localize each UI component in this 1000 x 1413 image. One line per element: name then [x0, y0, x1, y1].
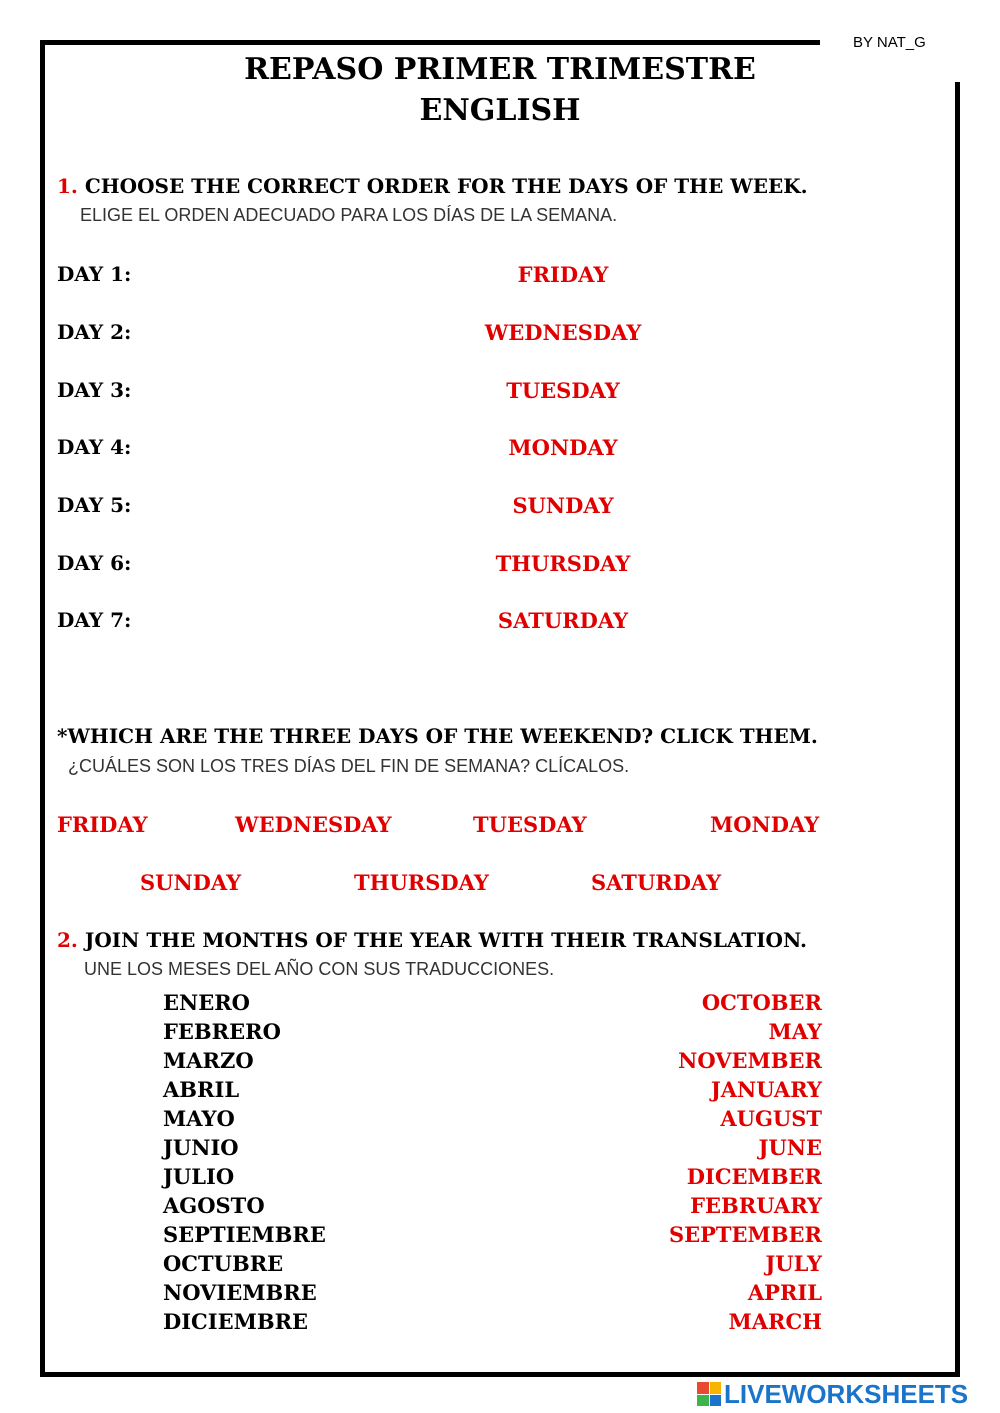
day-answer-slot[interactable]: THURSDAY	[495, 551, 631, 576]
english-month[interactable]: APRIL	[747, 1280, 822, 1305]
weekend-option-thursday[interactable]: THURSDAY	[354, 870, 489, 895]
day-answer-slot[interactable]: TUESDAY	[506, 378, 620, 403]
spanish-month[interactable]: DICIEMBRE	[163, 1309, 309, 1334]
frame-left-line	[40, 40, 45, 1377]
spanish-month[interactable]: ABRIL	[163, 1077, 240, 1102]
logo-square	[697, 1395, 709, 1407]
spanish-month[interactable]: AGOSTO	[163, 1193, 265, 1218]
english-month[interactable]: MARCH	[728, 1309, 822, 1334]
english-month[interactable]: NOVEMBER	[678, 1048, 822, 1073]
section1-heading	[57, 174, 808, 198]
section2-heading	[57, 928, 807, 952]
section1-subheading: ELIGE EL ORDEN ADECUADO PARA LOS DÍAS DE LA SEMANA.	[80, 205, 618, 225]
english-month[interactable]: JUNE	[758, 1135, 822, 1160]
spanish-month[interactable]: JUNIO	[163, 1135, 239, 1160]
section1-number: 1.	[57, 174, 78, 198]
weekend-option-sunday[interactable]: SUNDAY	[140, 870, 242, 895]
english-month[interactable]: AUGUST	[720, 1106, 822, 1131]
frame-right-line	[955, 82, 960, 1377]
frame-top-line	[40, 40, 820, 45]
day-label: DAY 3:	[57, 378, 132, 402]
english-month[interactable]: JULY	[765, 1251, 822, 1276]
section1-heading-text: CHOOSE THE CORRECT ORDER FOR THE DAYS OF THE WEEK.	[84, 174, 808, 198]
page-title: REPASO PRIMER TRIMESTRE	[244, 52, 756, 87]
english-month[interactable]: DICEMBER	[686, 1164, 822, 1189]
liveworksheets-logo-icon	[697, 1382, 721, 1406]
logo-square	[710, 1395, 722, 1407]
spanish-month[interactable]: ENERO	[163, 990, 250, 1015]
day-label: DAY 4:	[57, 435, 132, 459]
day-label: DAY 1:	[57, 262, 132, 286]
day-label: DAY 5:	[57, 493, 132, 517]
english-month[interactable]: FEBRUARY	[690, 1193, 822, 1218]
section2-heading-text: JOIN THE MONTHS OF THE YEAR WITH THEIR TRANSLATION.	[84, 928, 807, 952]
spanish-month[interactable]: OCTUBRE	[163, 1251, 284, 1276]
weekend-heading: *WHICH ARE THE THREE DAYS OF THE WEEKEND? CLICK THEM.	[57, 724, 818, 748]
logo-square	[697, 1382, 709, 1394]
page-subtitle: ENGLISH	[419, 93, 581, 128]
frame-bottom-line	[40, 1372, 960, 1377]
spanish-month[interactable]: NOVIEMBRE	[163, 1280, 317, 1305]
english-month[interactable]: JANUARY	[710, 1077, 822, 1102]
day-label: DAY 7:	[57, 608, 132, 632]
english-month[interactable]: MAY	[768, 1019, 822, 1044]
english-month[interactable]: SEPTEMBER	[668, 1222, 822, 1247]
spanish-month[interactable]: MAYO	[163, 1106, 235, 1131]
weekend-option-tuesday[interactable]: TUESDAY	[473, 812, 587, 837]
day-answer-slot[interactable]: SATURDAY	[497, 608, 629, 633]
liveworksheets-logo	[697, 1379, 968, 1409]
day-answer-slot[interactable]: WEDNESDAY	[484, 320, 642, 345]
weekend-option-friday[interactable]: FRIDAY	[57, 812, 148, 837]
day-answer-slot[interactable]: MONDAY	[508, 435, 618, 460]
weekend-option-wednesday[interactable]: WEDNESDAY	[235, 812, 392, 837]
english-month[interactable]: OCTOBER	[701, 990, 822, 1015]
weekend-subheading: ¿CUÁLES SON LOS TRES DÍAS DEL FIN DE SEMANA? CLÍCALOS.	[68, 756, 630, 776]
day-answer-slot[interactable]: SUNDAY	[512, 493, 614, 518]
spanish-month[interactable]: SEPTIEMBRE	[163, 1222, 326, 1247]
spanish-month[interactable]: JULIO	[163, 1164, 235, 1189]
weekend-option-monday[interactable]: MONDAY	[710, 812, 820, 837]
liveworksheets-logo-text: LIVEWORKSHEETS	[724, 1378, 969, 1409]
spanish-month[interactable]: MARZO	[163, 1048, 254, 1073]
day-label: DAY 2:	[57, 320, 132, 344]
logo-square	[710, 1382, 722, 1394]
day-label: DAY 6:	[57, 551, 132, 575]
author-credit: BY NAT_G	[853, 34, 926, 51]
weekend-option-saturday[interactable]: SATURDAY	[591, 870, 722, 895]
section2-subheading: UNE LOS MESES DEL AÑO CON SUS TRADUCCIONES.	[84, 959, 555, 979]
spanish-month[interactable]: FEBRERO	[163, 1019, 281, 1044]
section2-number: 2.	[57, 928, 78, 952]
day-answer-slot[interactable]: FRIDAY	[517, 262, 609, 287]
